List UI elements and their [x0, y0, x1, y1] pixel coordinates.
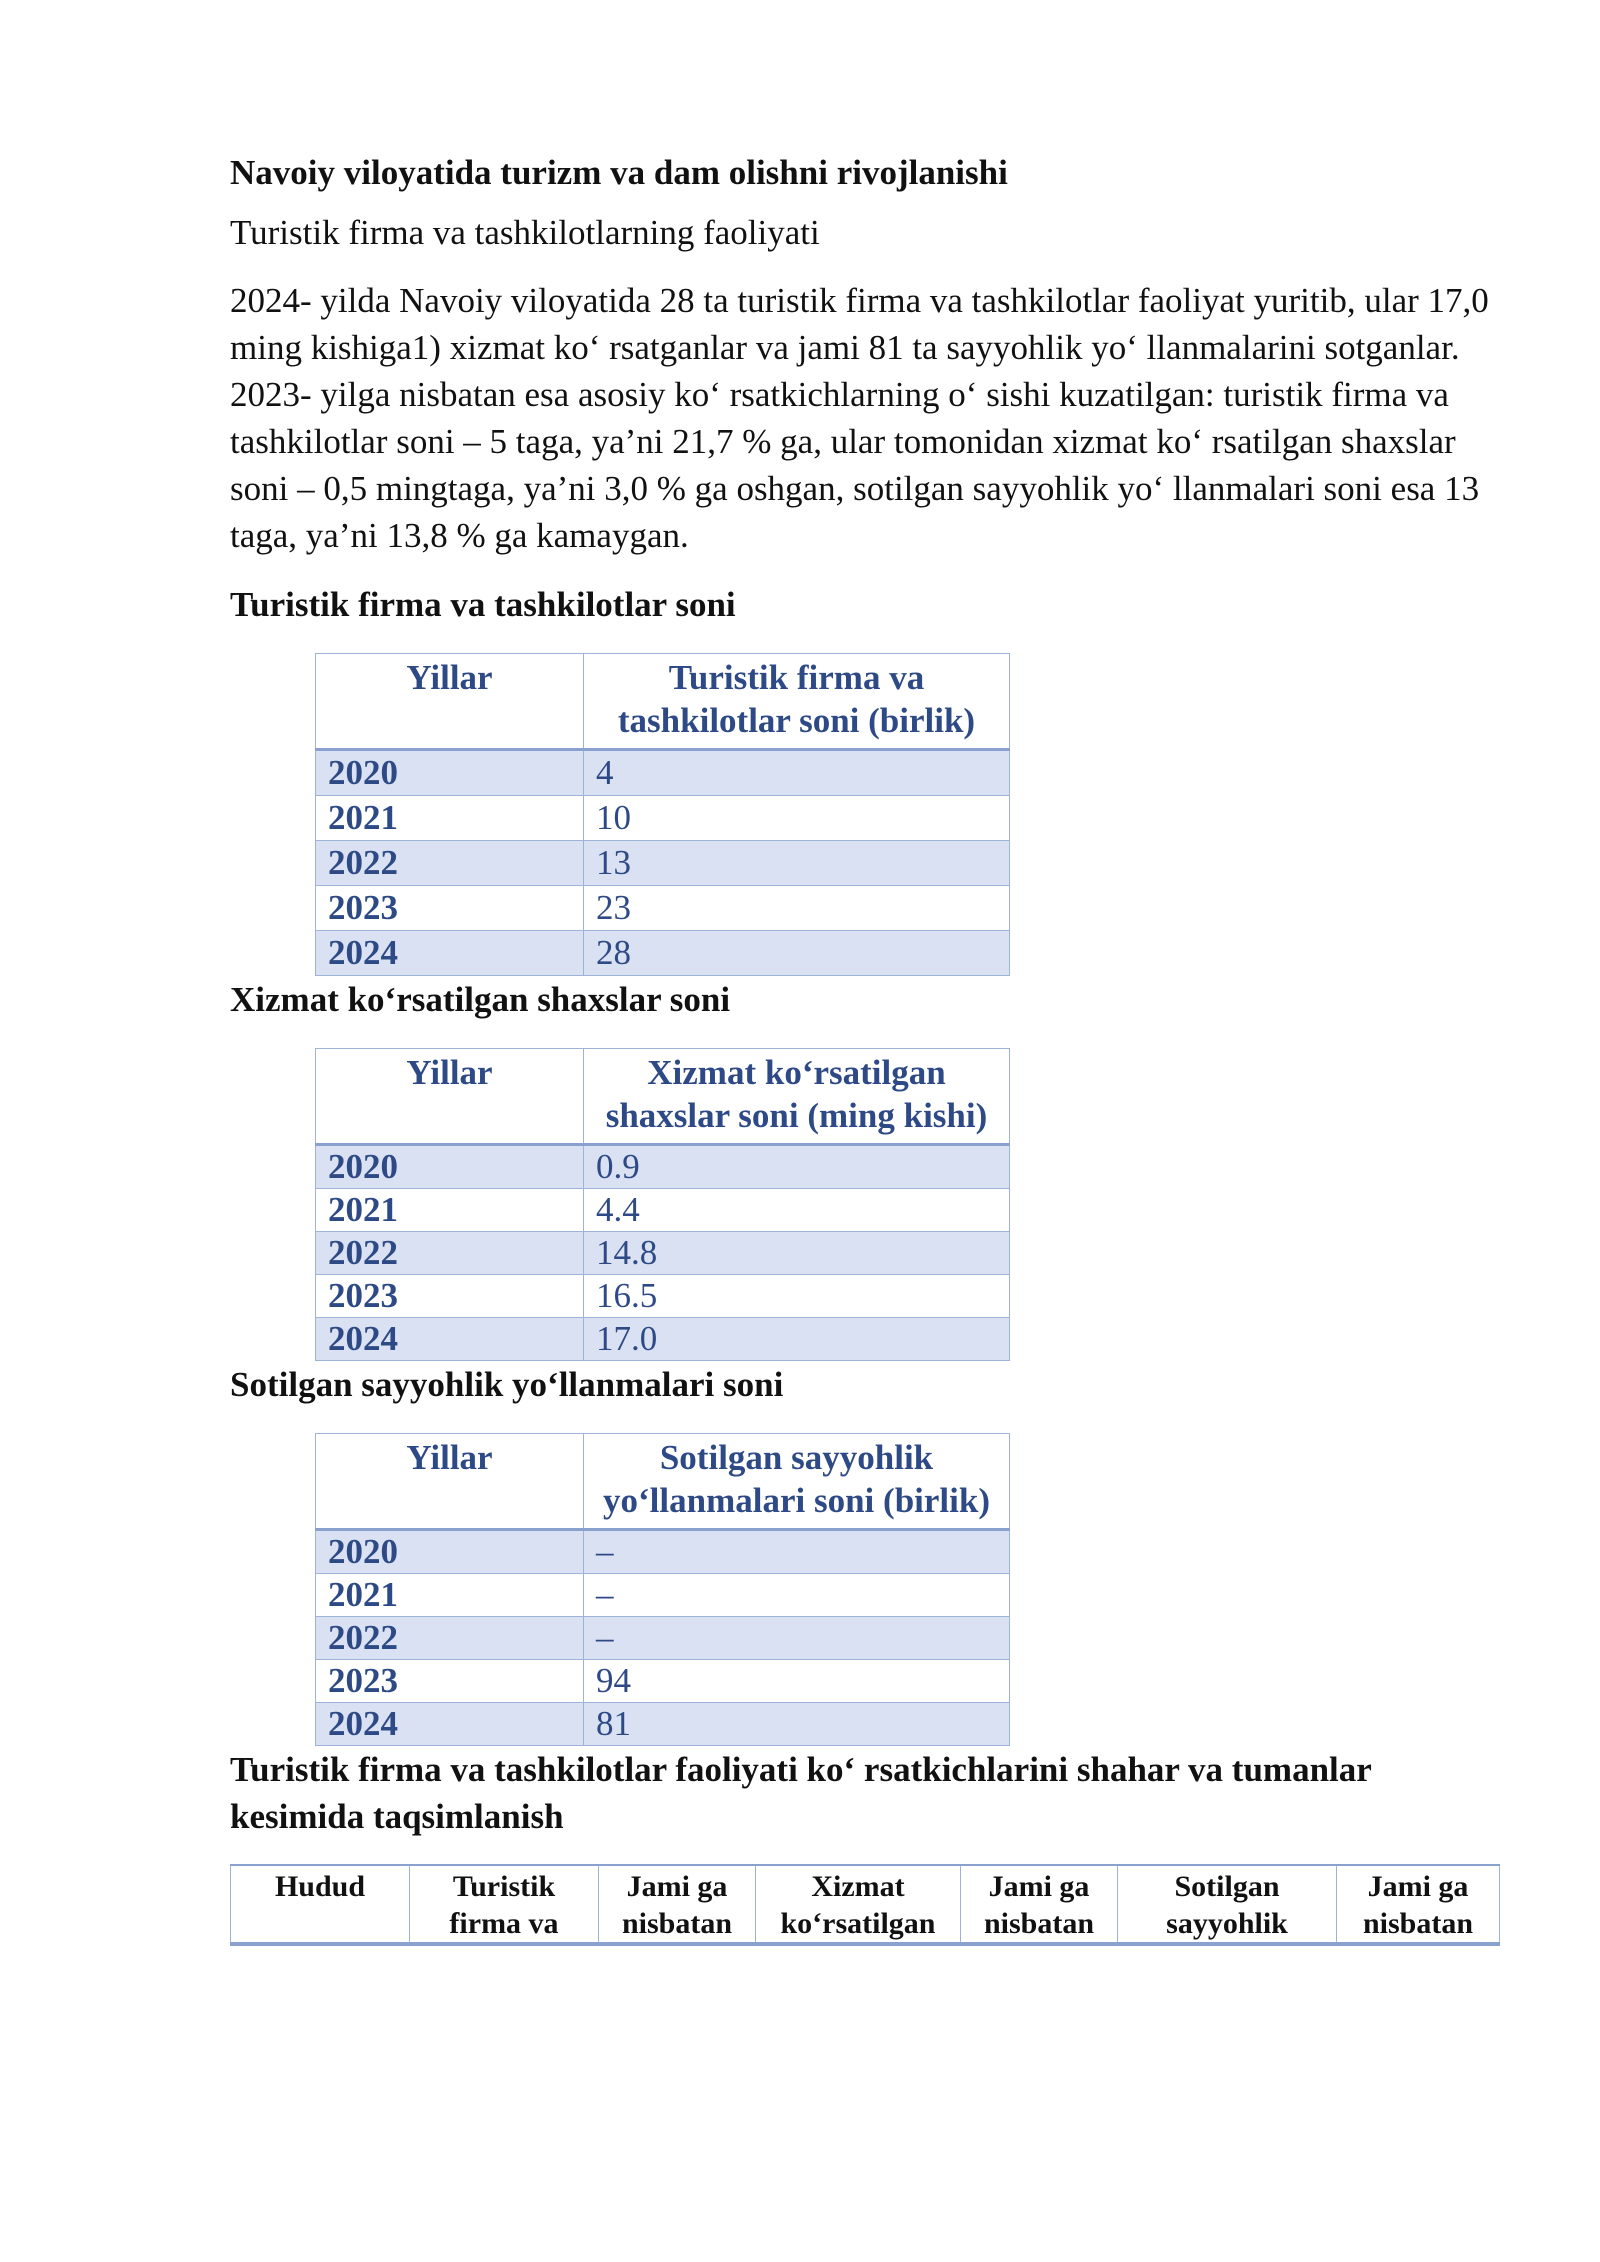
table-row [316, 1530, 1010, 1574]
year-cell: 2022 [316, 841, 584, 886]
col-header-vouchers-share: Jami ga nisbatan [1337, 1865, 1500, 1944]
table-row [316, 1189, 1010, 1232]
value-cell: 81 [584, 1703, 1010, 1746]
col-header-served: Xizmat ko‘rsatilgan [756, 1865, 961, 1944]
served-people-table [315, 1048, 1010, 1361]
year-cell: 2020 [316, 1145, 584, 1189]
table-row [316, 1574, 1010, 1617]
year-cell: 2021 [316, 1189, 584, 1232]
table-header-row [316, 1434, 1010, 1530]
table4-heading: Turistik firma va tashkilotlar faoliyati ko‘ rsatkichlarini shahar va tumanlar kesimida taqsimlanish [230, 1750, 1372, 1836]
value-cell: 10 [584, 796, 1010, 841]
table-row [316, 1232, 1010, 1275]
value-cell: 16.5 [584, 1275, 1010, 1318]
table-row [316, 931, 1010, 976]
table-row [316, 1145, 1010, 1189]
value-cell: – [584, 1617, 1010, 1660]
value-cell: 94 [584, 1660, 1010, 1703]
year-cell: 2023 [316, 1660, 584, 1703]
value-cell: 4.4 [584, 1189, 1010, 1232]
table-header-row [231, 1865, 1500, 1944]
table-row [316, 750, 1010, 796]
col-header-region: Hudud [231, 1865, 410, 1944]
col-header-firms: Turistik firma va [410, 1865, 599, 1944]
col-header-years: Yillar [316, 1434, 584, 1530]
year-cell: 2022 [316, 1232, 584, 1275]
firms-table [315, 653, 1010, 976]
value-cell: 28 [584, 931, 1010, 976]
value-cell: – [584, 1574, 1010, 1617]
table-row [316, 1275, 1010, 1318]
col-header-served-share: Jami ga nisbatan [961, 1865, 1118, 1944]
col-header-years: Yillar [316, 654, 584, 750]
table-header-row [316, 654, 1010, 750]
table-header-row [316, 1049, 1010, 1145]
value-cell: 0.9 [584, 1145, 1010, 1189]
table3-heading: Sotilgan sayyohlik yo‘llanmalari soni [230, 1365, 784, 1404]
col-header-firms-share: Jami ga nisbatan [599, 1865, 756, 1944]
value-cell: – [584, 1530, 1010, 1574]
table-row [316, 841, 1010, 886]
value-cell: 23 [584, 886, 1010, 931]
col-header-value: Sotilgan sayyohlik yo‘llanmalari soni (birlik) [584, 1434, 1010, 1530]
year-cell: 2023 [316, 1275, 584, 1318]
page-subtitle: Turistik firma va tashkilotlarning faoliyati [230, 212, 820, 252]
col-header-value: Xizmat ko‘rsatilgan shaxslar soni (ming kishi) [584, 1049, 1010, 1145]
year-cell: 2021 [316, 1574, 584, 1617]
year-cell: 2024 [316, 1318, 584, 1361]
year-cell: 2020 [316, 1530, 584, 1574]
table-row [316, 796, 1010, 841]
col-header-years: Yillar [316, 1049, 584, 1145]
regional-table [230, 1864, 1500, 1946]
table-row [316, 1318, 1010, 1361]
summary-paragraph: 2024- yilda Navoiy viloyatida 28 ta turistik firma va tashkilotlar faoliyat yuritib, ular 17,0 ming kishiga1) xizmat ko‘ rsatganlar va jami 81 ta sayyohlik yo‘ llanmalarini sotganlar. 2023- yilga nisbatan esa asosiy ko‘ rsatkichlarning o‘ sishi kuzatilgan: turistik firma va tashkilotlar soni – 5 taga, ya’ni 21,7 % ga, ular tomonidan xizmat ko‘ rsatilgan shaxslar soni – 0,5 mingtaga, ya’ni 3,0 % ga oshgan, sotilgan sayyohlik yo‘ llanmalari soni esa 13 taga, ya’ni 13,8 % ga kamaygan. [230, 281, 1489, 555]
value-cell: 14.8 [584, 1232, 1010, 1275]
table-row [316, 886, 1010, 931]
year-cell: 2021 [316, 796, 584, 841]
col-header-value: Turistik firma va tashkilotlar soni (birlik) [584, 654, 1010, 750]
table2-heading: Xizmat ko‘rsatilgan shaxslar soni [230, 980, 731, 1019]
value-cell: 17.0 [584, 1318, 1010, 1361]
table1-heading: Turistik firma va tashkilotlar soni [230, 585, 736, 624]
table-row [316, 1617, 1010, 1660]
year-cell: 2024 [316, 931, 584, 976]
value-cell: 4 [584, 750, 1010, 796]
year-cell: 2022 [316, 1617, 584, 1660]
vouchers-table [315, 1433, 1010, 1746]
col-header-vouchers: Sotilgan sayyohlik [1118, 1865, 1337, 1944]
page-title: Navoiy viloyatida turizm va dam olishni rivojlanishi [230, 153, 1008, 192]
value-cell: 13 [584, 841, 1010, 886]
table-row [316, 1703, 1010, 1746]
year-cell: 2020 [316, 750, 584, 796]
table-row [316, 1660, 1010, 1703]
year-cell: 2023 [316, 886, 584, 931]
year-cell: 2024 [316, 1703, 584, 1746]
document-page [230, 150, 1500, 1946]
